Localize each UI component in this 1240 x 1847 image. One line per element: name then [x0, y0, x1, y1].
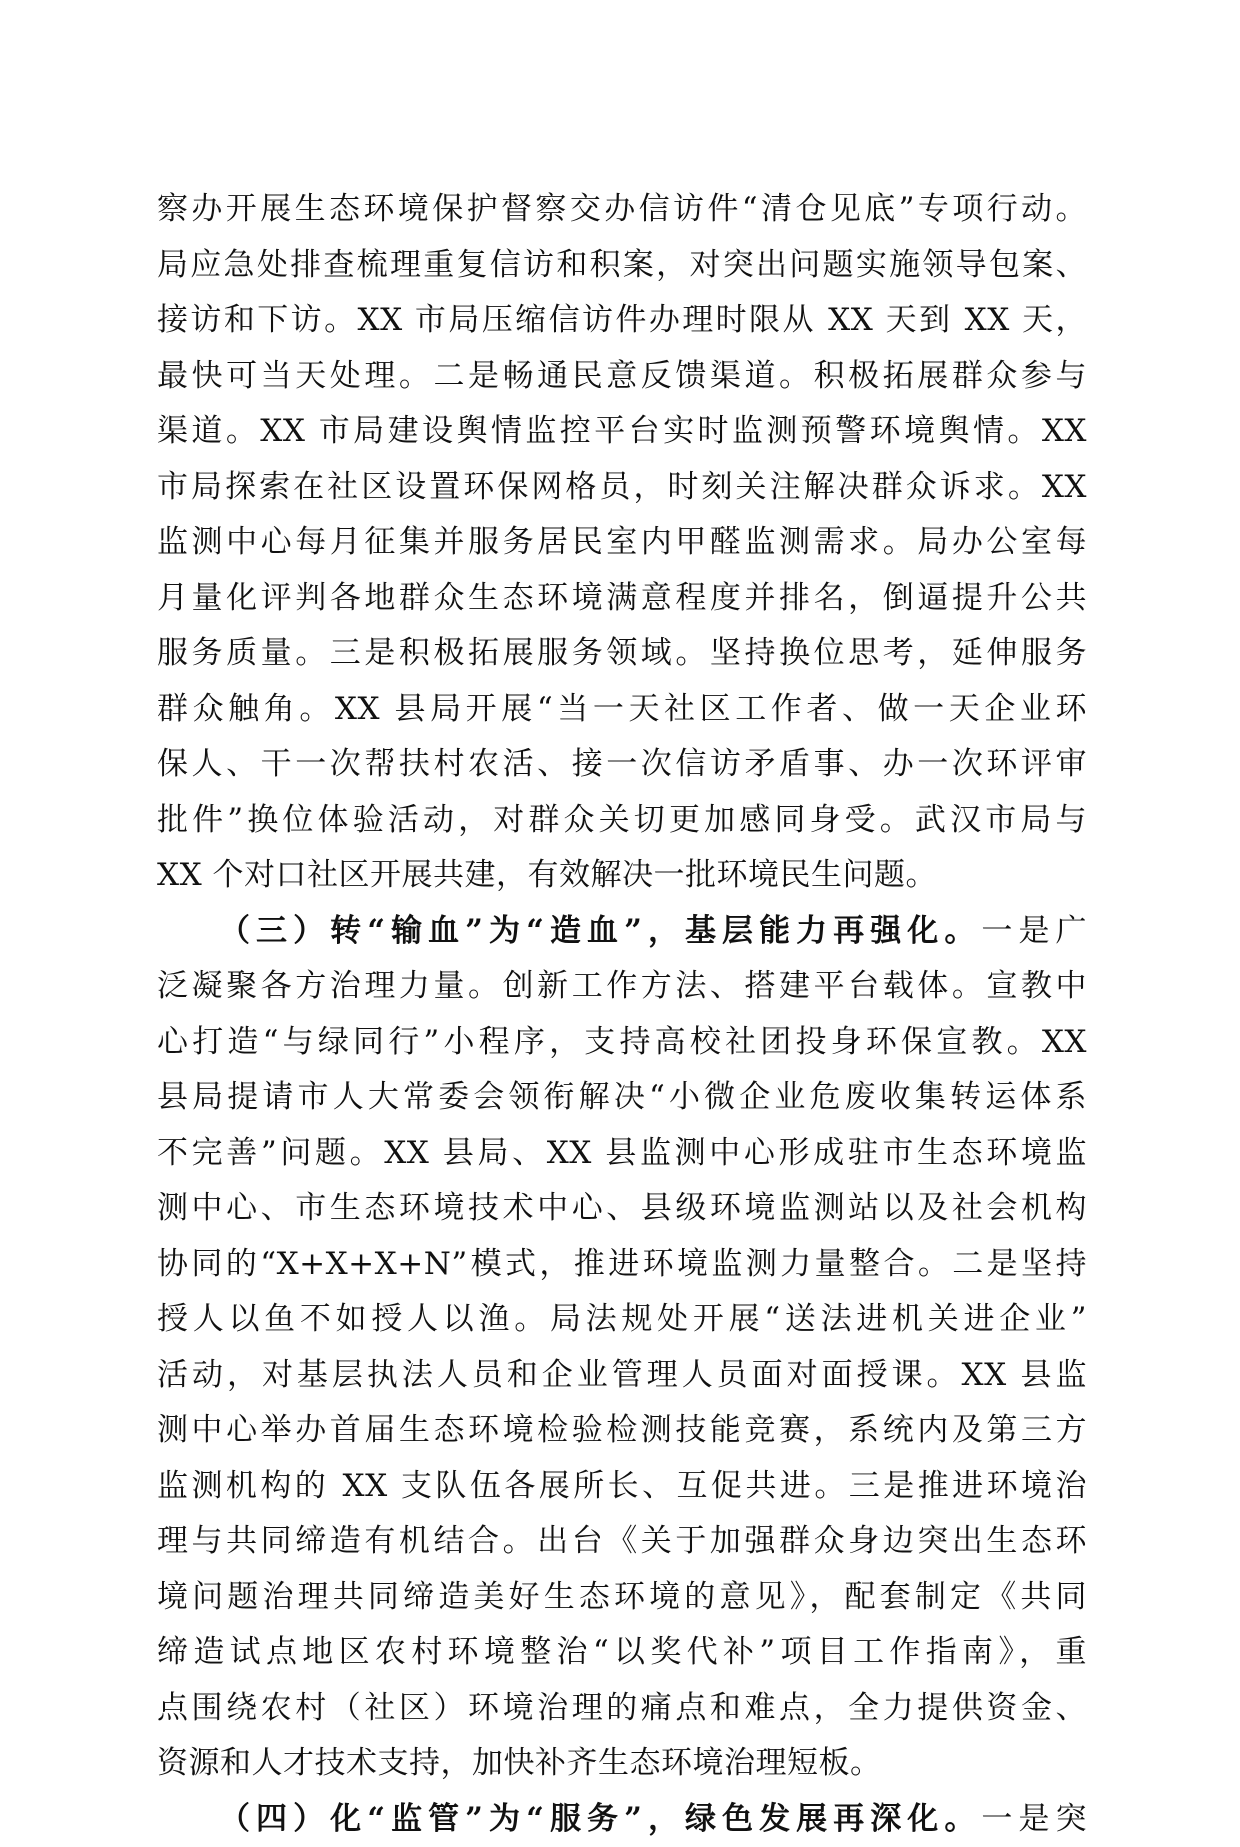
paragraph-line: XX 个对口社区开展共建，有效解决一批环境民生问题。: [157, 848, 1087, 904]
paragraph-line: 授人以鱼不如授人以渔。局法规处开展“送法进机关进企业”: [157, 1292, 1087, 1348]
paragraph-line: 点围绕农村（社区）环境治理的痛点和难点，全力提供资金、: [157, 1681, 1087, 1737]
paragraph-line: 境问题治理共同缔造美好生态环境的意见》，配套制定《共同: [157, 1570, 1087, 1626]
paragraph-line: 泛凝聚各方治理力量。创新工作方法、搭建平台载体。宣教中: [157, 959, 1087, 1015]
paragraph-line: 监测机构的 XX 支队伍各展所长、互促共进。三是推进环境治: [157, 1459, 1087, 1515]
section-heading: （四）化“监管”为“服务”，绿色发展再深化。: [219, 1801, 981, 1837]
paragraph-line: 保人、干一次帮扶村农活、接一次信访矛盾事、办一次环评审: [157, 737, 1087, 793]
document-page: [157, 182, 1087, 1847]
heading-continuation: 一是广: [981, 913, 1087, 949]
paragraph-line: 月量化评判各地群众生态环境满意程度并排名，倒逼提升公共: [157, 571, 1087, 627]
paragraph-line: 最快可当天处理。二是畅通民意反馈渠道。积极拓展群众参与: [157, 349, 1087, 405]
paragraph-line: 协同的“X+X+X+N”模式，推进环境监测力量整合。二是坚持: [157, 1237, 1087, 1293]
paragraph-line: 接访和下访。XX 市局压缩信访件办理时限从 XX 天到 XX 天，: [157, 293, 1087, 349]
section-heading-line: [157, 904, 1087, 960]
paragraph-line: 群众触角。XX 县局开展“当一天社区工作者、做一天企业环: [157, 682, 1087, 738]
paragraph-line: 理与共同缔造有机结合。出台《关于加强群众身边突出生态环: [157, 1514, 1087, 1570]
paragraph-line: 测中心、市生态环境技术中心、县级环境监测站以及社会机构: [157, 1181, 1087, 1237]
paragraph-line: 缔造试点地区农村环境整治“以奖代补”项目工作指南》，重: [157, 1625, 1087, 1681]
paragraph-line: 监测中心每月征集并服务居民室内甲醛监测需求。局办公室每: [157, 515, 1087, 571]
paragraph-line: 市局探索在社区设置环保网格员，时刻关注解决群众诉求。XX: [157, 460, 1087, 516]
paragraph-line: 活动，对基层执法人员和企业管理人员面对面授课。XX 县监: [157, 1348, 1087, 1404]
paragraph-line: 心打造“与绿同行”小程序，支持高校社团投身环保宣教。XX: [157, 1015, 1087, 1071]
paragraph-line: 县局提请市人大常委会领衔解决“小微企业危废收集转运体系: [157, 1070, 1087, 1126]
paragraph-line: 不完善”问题。XX 县局、XX 县监测中心形成驻市生态环境监: [157, 1126, 1087, 1182]
heading-continuation: 一是突: [981, 1801, 1087, 1837]
paragraph-line: 渠道。XX 市局建设舆情监控平台实时监测预警环境舆情。XX: [157, 404, 1087, 460]
paragraph-line: 测中心举办首届生态环境检验检测技能竞赛，系统内及第三方: [157, 1403, 1087, 1459]
paragraph-line: 局应急处排查梳理重复信访和积案，对突出问题实施领导包案、: [157, 238, 1087, 294]
paragraph-line: 察办开展生态环境保护督察交办信访件“清仓见底”专项行动。: [157, 182, 1087, 238]
paragraph-line: 批件”换位体验活动，对群众关切更加感同身受。武汉市局与: [157, 793, 1087, 849]
section-heading-line: [157, 1792, 1087, 1847]
section-heading: （三）转“输血”为“造血”，基层能力再强化。: [219, 913, 981, 949]
paragraph-line: 服务质量。三是积极拓展服务领域。坚持换位思考，延伸服务: [157, 626, 1087, 682]
paragraph-line: 资源和人才技术支持，加快补齐生态环境治理短板。: [157, 1736, 1087, 1792]
